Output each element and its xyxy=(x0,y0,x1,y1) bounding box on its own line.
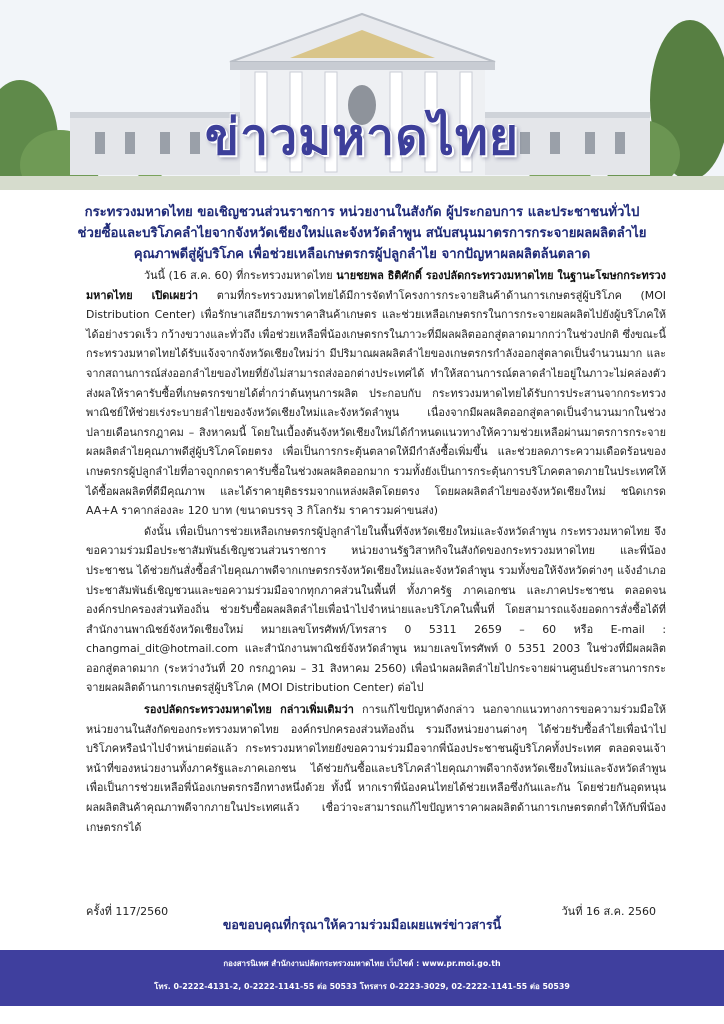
thanks-note: ขอขอบคุณที่กรุณาให้ความร่วมมือเผยแพร่ข่าวสารนี้ xyxy=(222,917,502,932)
contact-footer-bar xyxy=(0,950,724,1006)
headline-line: กระทรวงมหาดไทย ขอเชิญชวนส่วนราชการ หน่วยงานในสังกัด ผู้ประกอบการ และประชาชนทั่วไป xyxy=(84,205,640,220)
headline-line: คุณภาพดีสู่ผู้บริโภค เพื่อช่วยเหลือเกษตรกรผู้ปลูกลำไย จากปัญหาผลผลิตล้นตลาด xyxy=(133,247,591,262)
headline xyxy=(40,202,684,265)
paragraph-3 xyxy=(86,700,666,837)
article-body xyxy=(86,266,666,837)
paragraph-1-lead: นายชยพล ธิติศักดิ์ รองปลัดกระทรวงมหาดไทย ในฐานะโฆษกกระทรวงมหาดไทย เปิดเผยว่า xyxy=(86,269,666,302)
paragraph-2-text: ดังนั้น เพื่อเป็นการช่วยเหลือเกษตรกรผู้ปลูกลำไยในพื้นที่จังหวัดเชียงใหม่และจังหวัดลำพูน กระทรวงมหาดไทย จึงขอความร่วมมือประชาสัมพันธ์เชิญชวนส่วนราชการ หน่วยงานรัฐวิสาหกิจในสังกัดของกระทรวงมหาดไทย และพี่น้องประชาชน ได้ช่วยกันสั่งซื้อลำไยคุณภาพดีจากเกษตรกรจังหวัดเชียงใหม่และจังหวัดลำพูน รวมทั้งขอให้จังหวัดต่างๆ แจ้งอำเภอประชาสัมพันธ์เชิญชวนและขอความร่วมมือจากทุกภาคส่วนในพื้นที่ ทั้งภาครัฐ ภาคเอกชน และภาคประชาชน ตลอดจนองค์กรปกครองส่วนท้องถิ่น ช่วยรับซื้อผลผลิตลำไยเพื่อนำไปจำหน่ายและบริโภคในพื้นที่ โดยสามารถแจ้งยอดการสั่งซื้อได้ที่สำนักงานพาณิชย์จังหวัดเชียงใหม่ หมายเลขโทรศัพท์/โทรสาร 0 5311 2659 – 60 หรือ E-mail : changmai_dit@hotmail.com และสำนักงานพาณิชย์จังหวัดลำพูน หมายเลขโทรศัพท์ 0 5351 2003 ในช่วงที่มีผลผลิตออกสู่ตลาดมาก (ระหว่างวันที่ 20 กรกฎาคม – 31 สิงหาคม 2560) เพื่อนำผลผลิตลำไยไปกระจายผ่านศูนย์ประสานการกระจายผลผลิตด้านการเกษตรสู่ผู้บริโภค (MOI Distribution Center) ต่อไป xyxy=(86,524,666,695)
paragraph-1 xyxy=(86,266,666,521)
paragraph-2 xyxy=(86,522,666,698)
masthead-title: ข่าวมหาดไทย xyxy=(204,108,520,166)
headline-line: ช่วยซื้อและบริโภคลำไยจากจังหวัดเชียงใหม่และจังหวัดลำพูน สนับสนุนมาตรการกระจายผลผลิตลำไย xyxy=(77,226,647,241)
organization-website-line: กองสารนิเทศ สำนักงานปลัดกระทรวงมหาดไทย เว็บไซต์ : www.pr.moi.go.th xyxy=(223,959,501,968)
issue-date: วันที่ 16 ส.ค. 2560 xyxy=(561,905,656,918)
paragraph-3-lead: รองปลัดกระทรวงมหาดไทย กล่าวเพิ่มเติมว่า xyxy=(144,703,354,717)
paragraph-1-start: วันนี้ (16 ส.ค. 60) ที่กระทรวงมหาดไทย xyxy=(144,269,337,282)
header-banner xyxy=(0,0,724,190)
contact-phone-line: โทร. 0-2222-4131-2, 0-2222-1141-55 ต่อ 50533 โทรสาร 0-2223-3029, 02-2222-1141-55 ต่อ 50539 xyxy=(154,982,570,991)
paragraph-1-text: ตามที่กระทรวงมหาดไทยได้มีการจัดทำโครงการกระจายสินค้าด้านการเกษตรสู่ผู้บริโภค (MOI Distribution Center) เพื่อรักษาเสถียรภาพราคาสินค้าเกษตร และช่วยเหลือเกษตรกรในการกระจายผลผลิตไปยังผู้บริโภคให้ได้อย่างรวดเร็ว กว้างขวางและทั่วถึง เพื่อช่วยเหลือพี่น้องเกษตรกรในภาวะที่มีผลผลิตออกสู่ตลาดมากกว่าในช่วงปกติ ซึ่งขณะนี้กระทรวงมหาดไทยได้รับแจ้งจากจังหวัดเชียงใหม่ว่า มีปริมาณผลผลิตลำไยของเกษตรกรกำลังออกสู่ตลาดเป็นจำนวนมาก และจากสถานการณ์ส่งออกลำไยของไทยที่ยังไม่สามารถส่งออกต่างประเทศได้ ทำให้สถานการณ์ตลาดลำไยอยู่ในภาวะไม่คล่องตัว ส่งผลให้ราคารับซื้อที่เกษตรกรขายได้ต่ำกว่าต้นทุนการผลิต ประกอบกับ กระทรวงมหาดไทยได้รับการประสานจากกระทรวงพาณิชย์ให้ช่วยเร่งระบายลำไยของจังหวัดเชียงใหม่และจังหวัดลำพูน เนื่องจากมีผลผลิตออกสู่ตลาดเป็นจำนวนมากในช่วงปลายเดือนกรกฎาคม – สิงหาคมนี้ โดยในเบื้องต้นจังหวัดเชียงใหม่ได้กำหนดแนวทางให้ความช่วยเหลือผ่านมาตรการกระจายผลผลิตลำไยคุณภาพดีสู่ผู้บริโภคโดยตรง เพื่อเป็นการกระตุ้นตลาดให้มีกำลังซื้อเพิ่มขึ้น และช่วยลดภาระความเดือดร้อนของเกษตรกรผู้ปลูกลำไยที่อาจถูกกดราคารับซื้อในช่วงผลผลิตออกมาก รวมทั้งยังเป็นการกระตุ้นการบริโภคตลาดภายในประเทศให้ได้ซื้อผลผลิตที่ดีมีคุณภาพ และได้ราคายุติธรรมจากแหล่งผลิตโดยตรง โดยผลผลิตลำไยของจังหวัดเชียงใหม่ ชนิดเกรด AA+A ราคากล่องละ 120 บาท (ขนาดบรรจุ 3 กิโลกรัม ราคารวมค่าขนส่ง) xyxy=(86,288,666,518)
paragraph-3-text: การแก้ไขปัญหาดังกล่าว นอกจากแนวทางการขอความร่วมมือให้หน่วยงานในสังกัดของกระทรวงมหาดไทย องค์กรปกครองส่วนท้องถิ่น รวมถึงหน่วยงานต่างๆ ได้ช่วยรับซื้อลำไยเพื่อนำไปบริโภคหรือนำไปจำหน่ายต่อแล้ว กระทรวงมหาดไทยยังขอความร่วมมือจากพี่น้องประชาชนผู้บริโภคทั้งประเทศ ตลอดจนเจ้าหน้าที่ของหน่วยงานทั้งภาครัฐและภาคเอกชน ได้ช่วยกันซื้อและบริโภคลำไยคุณภาพดีจากจังหวัดเชียงใหม่และจังหวัดลำพูน เพื่อเป็นการช่วยเหลือพี่น้องเกษตรกรอีกทางหนึ่งด้วย ทั้งนี้ หากเราพี่น้องคนไทยได้ช่วยเหลือซึ่งกันและกัน โดยช่วยกันอุดหนุนผลผลิตสินค้าคุณภาพดีจากภายในประเทศแล้ว เชื่อว่าจะสามารถแก้ไขปัญหาราคาผลผลิตด้านการเกษตรตกต่ำให้กับพี่น้องเกษตรกรได้ xyxy=(86,703,666,834)
issue-number: ครั้งที่ 117/2560 xyxy=(86,905,169,918)
